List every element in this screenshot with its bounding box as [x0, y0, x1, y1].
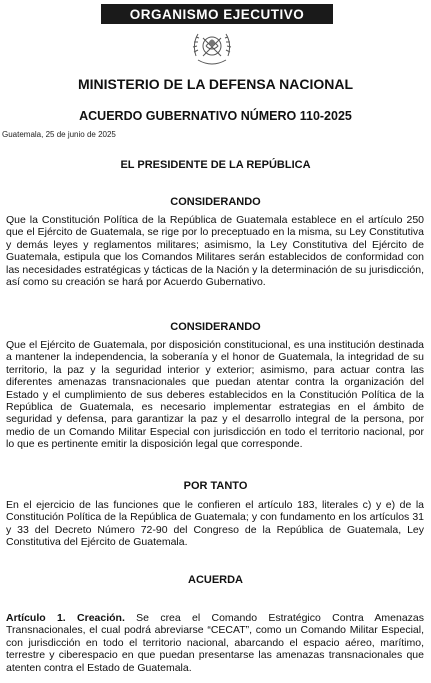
considerando-2-text: Que el Ejército de Guatemala, por disposición constitucional, es una institución destinada a mantener la independencia, la soberanía y el honor de Guatemala, la integridad de su territorio, la paz y la seguridad interior y exterior; asimismo, para actuar contra las diferentes amenazas transnacionales que puedan atentar contra la organización del Estado y el cumplimiento de sus deberes establecidos en la Constitución Política de la República de Guatemala, es necesario implementar estrategias en el ámbito de seguridad y defensa, para garantizar la paz y el desarrollo integral de la persona, por medio de un Comando Militar Especial con jurisdicción en todo el territorio nacional, por lo que es pertinente emitir la disposición legal que corresponde. — [6, 339, 424, 451]
date-line: Guatemala, 25 de junio de 2025 — [2, 130, 116, 139]
article-1-text: Se crea el Comando Estratégico Contra Amenazas Transnacionales, el cual podrá abreviarse “CECAT”, como un Comando Militar Especial, con jurisdicción en todo el territorio nacional, abarcando el espacio aéreo, marítimo, terrestre y ciberespacio en que puedan presentarse las amenazas transnacionales que atenten contra el Estado de Guatemala. — [6, 612, 424, 674]
por-tanto-heading: POR TANTO — [183, 480, 248, 492]
section-banner: ORGANISMO EJECUTIVO — [101, 4, 333, 24]
por-tanto-text: En el ejercicio de las funciones que le confieren el artículo 183, literales c) y e) de la Constitución Política de la República de Guatemala; y con fundamento en los artículos 31 y 33 del Decreto Número 72-90 del Congreso de la República de Guatemala, Ley Constitutiva del Ejército de Guatemala. — [6, 499, 424, 549]
president-heading: EL PRESIDENTE DE LA REPÚBLICA — [120, 159, 311, 171]
considerando-1-heading: CONSIDERANDO — [170, 196, 261, 208]
considerando-1-text: Que la Constitución Política de la República de Guatemala establece en el artículo 250 que el Ejército de Guatemala, se rige por lo preceptuado en la misma, su Ley Constitutiva y demás leyes y reglamentos militares; asimismo, la Ley Constitutiva del Ejército de Guatemala, estipula que los Comandos Militares serán establecidos de conformidad con las necesidades estratégicas y tácticas de la Nación y la determinación de su jurisdicción, así como su creación se hará por Acuerdo Gubernativo. — [6, 214, 424, 289]
considerando-2-heading: CONSIDERANDO — [170, 321, 261, 333]
acuerda-heading: ACUERDA — [188, 574, 243, 586]
ministry-title: MINISTERIO DE LA DEFENSA NACIONAL — [77, 76, 354, 92]
agreement-title: ACUERDO GUBERNATIVO NÚMERO 110-2025 — [79, 109, 352, 123]
article-1-label: Artículo 1. Creación. — [6, 612, 125, 624]
article-1 — [6, 612, 424, 674]
coat-of-arms-icon — [188, 26, 236, 70]
